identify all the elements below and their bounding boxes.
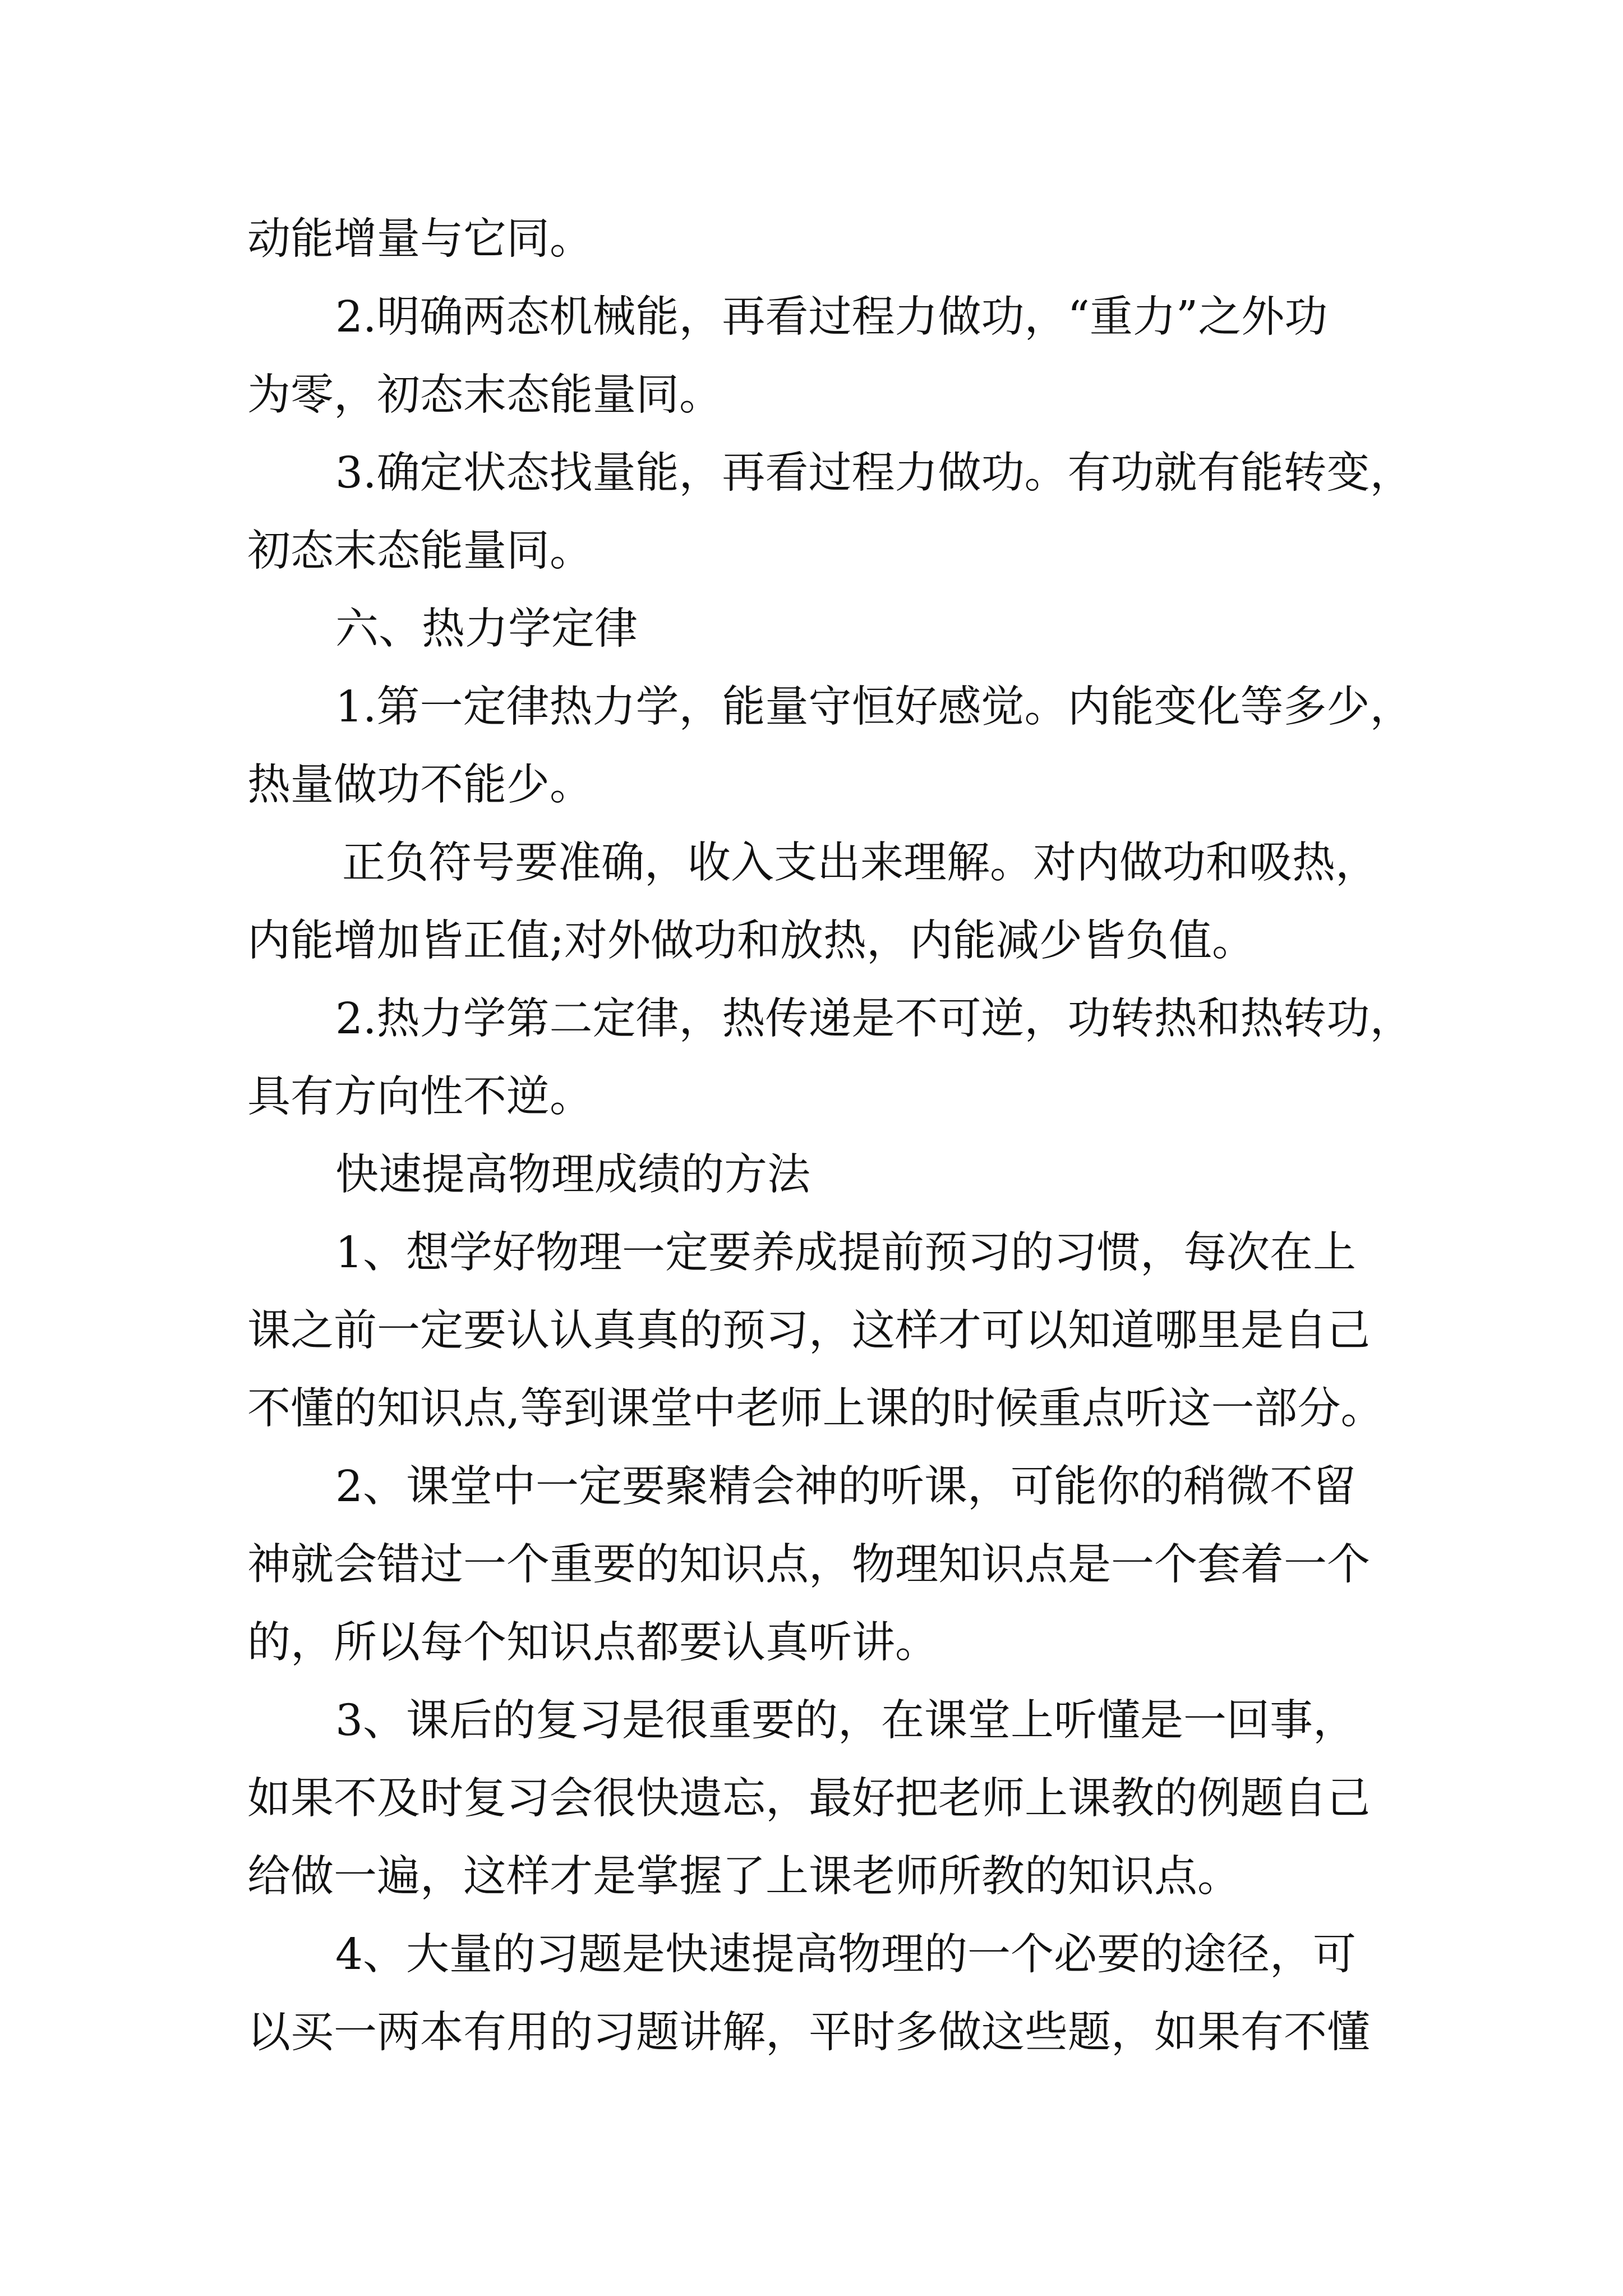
text-line: 1.第一定律热力学，能量守恒好感觉。内能变化等多少， (335, 682, 1413, 732)
text-line: 正负符号要准确，收入支出来理解。对内做功和吸热， (342, 838, 1378, 888)
text-line: 2.热力学第二定律，热传递是不可逆，功转热和热转功， (335, 994, 1413, 1044)
text-line: 3.确定状态找量能，再看过程力做功。有功就有能转变， (335, 448, 1413, 498)
text-line: 3、课后的复习是很重要的，在课堂上听懂是一回事， (335, 1696, 1356, 1746)
text-line: 课之前一定要认认真真的预习，这样才可以知道哪里是自己 (247, 1306, 1370, 1356)
text-line: 为零，初态末态能量同。 (247, 370, 722, 420)
text-line: 神就会错过一个重要的知识点，物理知识点是一个套着一个 (247, 1540, 1370, 1590)
text-line: 给做一遍，这样才是掌握了上课老师所教的知识点。 (247, 1852, 1241, 1902)
text-line: 热量做功不能少。 (247, 760, 593, 810)
section-heading: 快速提高物理成绩的方法 (335, 1150, 810, 1200)
text-line: 内能增加皆正值;对外做功和放热，内能减少皆负值。 (247, 916, 1255, 966)
text-line: 初态末态能量同。 (247, 526, 593, 576)
text-line: 4、大量的习题是快速提高物理的一个必要的途径，可 (335, 1930, 1356, 1980)
text-line: 不懂的知识点,等到课堂中老师上课的时候重点听这一部分。 (247, 1384, 1384, 1434)
section-heading: 六、热力学定律 (335, 604, 638, 654)
text-line: 如果不及时复习会很快遗忘，最好把老师上课教的例题自己 (247, 1774, 1370, 1824)
text-line: 具有方向性不逆。 (247, 1072, 593, 1122)
text-line: 1、想学好物理一定要养成提前预习的习惯，每次在上 (335, 1228, 1356, 1278)
text-line: 以买一两本有用的习题讲解，平时多做这些题，如果有不懂 (247, 2008, 1370, 2058)
text-line: 2.明确两态机械能，再看过程力做功，“重力”之外功 (335, 292, 1328, 342)
text-line: 2、课堂中一定要聚精会神的听课，可能你的稍微不留 (335, 1462, 1356, 1512)
text-line: 的，所以每个知识点都要认真听讲。 (247, 1618, 938, 1668)
text-line: 动能增量与它同。 (247, 214, 593, 264)
